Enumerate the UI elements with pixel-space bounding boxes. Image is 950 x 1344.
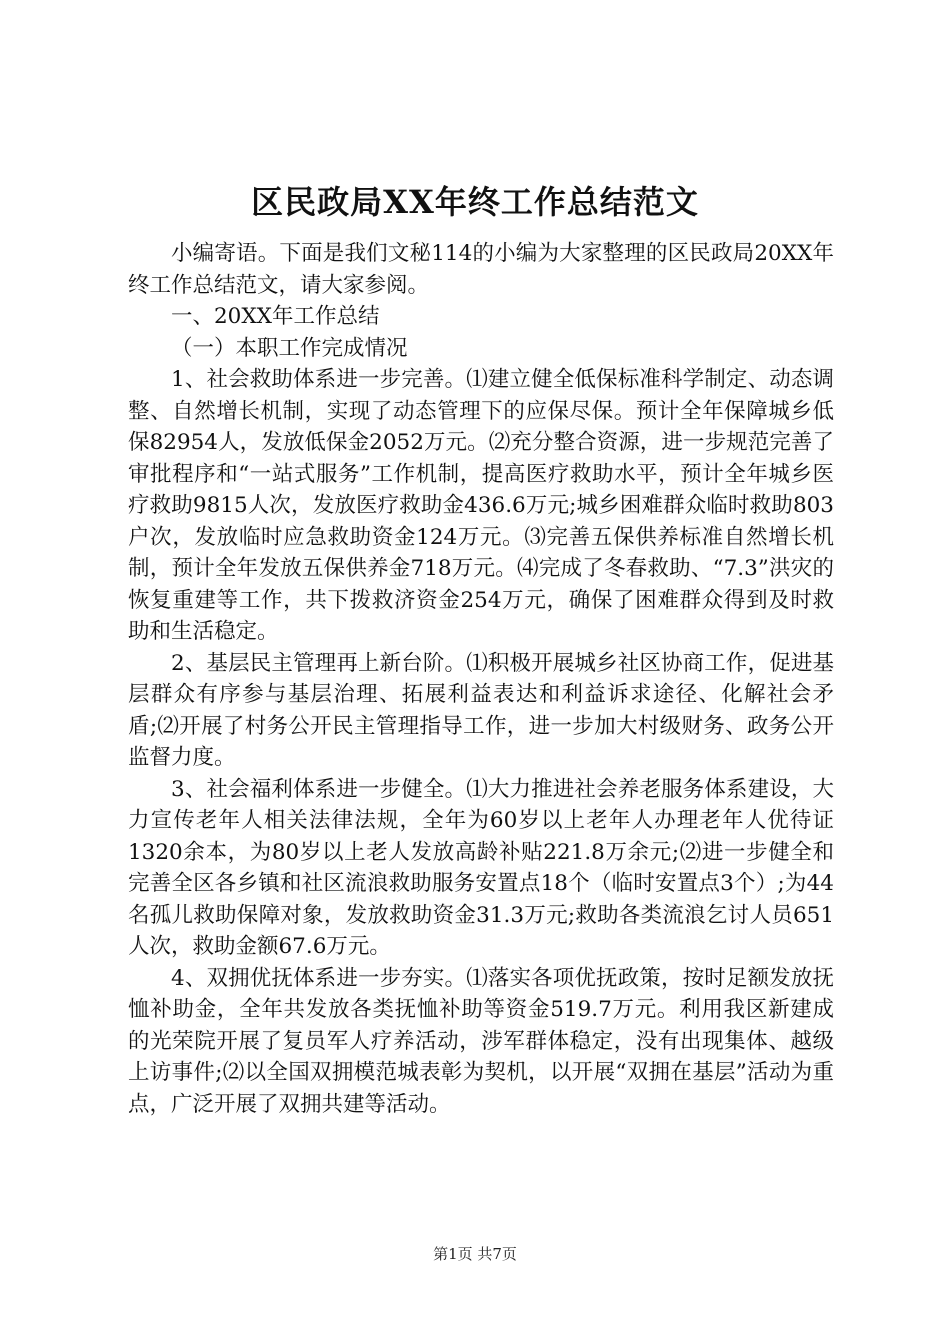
paragraph-military-support: 4、双拥优抚体系进一步夯实。⑴落实各项优抚政策，按时足额发放抚恤补助金，全年共发放各类抚恤补助等资金519.7万元。利用我区新建成的光荣院开展了复员军人疗养活动，涉军群体稳定，没有出现集体、越级上访事件;⑵以全国双拥模范城表彰为契机，以开展“双拥在基层”活动为重点，广泛开展了双拥共建等活动。 [128, 965, 834, 1117]
intro-paragraph: 小编寄语。下面是我们文秘114的小编为大家整理的区民政局20XX年终工作总结范文，请大家参阅。 [128, 241, 834, 298]
paragraph-social-assistance: 1、社会救助体系进一步完善。⑴建立健全低保标准科学制定、动态调整、自然增长机制，实现了动态管理下的应保尽保。预计全年保障城乡低保82954人，发放低保金2052万元。⑵充分整合资源，进一步规范完善了审批程序和“一站式服务”工作机制，提高医疗救助水平，预计全年城乡医疗救助9815人次，发放医疗救助金436.6万元;城乡困难群众临时救助803户次，发放临时应急救助资金124万元。⑶完善五保供养标准自然增长机制，预计全年发放五保供养金718万元。⑷完成了冬春救助、“7.3”洪灾的恢复重建等工作，共下拨救济资金254万元，确保了困难群众得到及时救助和生活稳定。 [128, 367, 834, 644]
page-footer: 第1页 共7页 [433, 1245, 517, 1263]
paragraph-social-welfare: 3、社会福利体系进一步健全。⑴大力推进社会养老服务体系建设，大力宣传老年人相关法律法规，全年为60岁以上老年人办理老年人优待证1320余本，为80岁以上老人发放高龄补贴221.8万余元;⑵进一步健全和完善全区各乡镇和社区流浪救助服务安置点18个（临时安置点3个）;为44名孤儿救助保障对象，发放救助资金31.3万元;救助各类流浪乞讨人员651人次，救助金额67.6万元。 [128, 776, 834, 959]
subsection-heading: （一）本职工作完成情况 [171, 335, 408, 361]
document-body [128, 238, 834, 1120]
section-heading: 一、20XX年工作总结 [171, 304, 380, 329]
paragraph-grassroots-democracy: 2、基层民主管理再上新台阶。⑴积极开展城乡社区协商工作，促进基层群众有序参与基层治理、拓展利益表达和利益诉求途径、化解社会矛盾;⑵开展了村务公开民主管理指导工作，进一步加大村级财务、政务公开监督力度。 [128, 650, 834, 770]
document-title: 区民政局XX年终工作总结范文 [251, 183, 699, 221]
